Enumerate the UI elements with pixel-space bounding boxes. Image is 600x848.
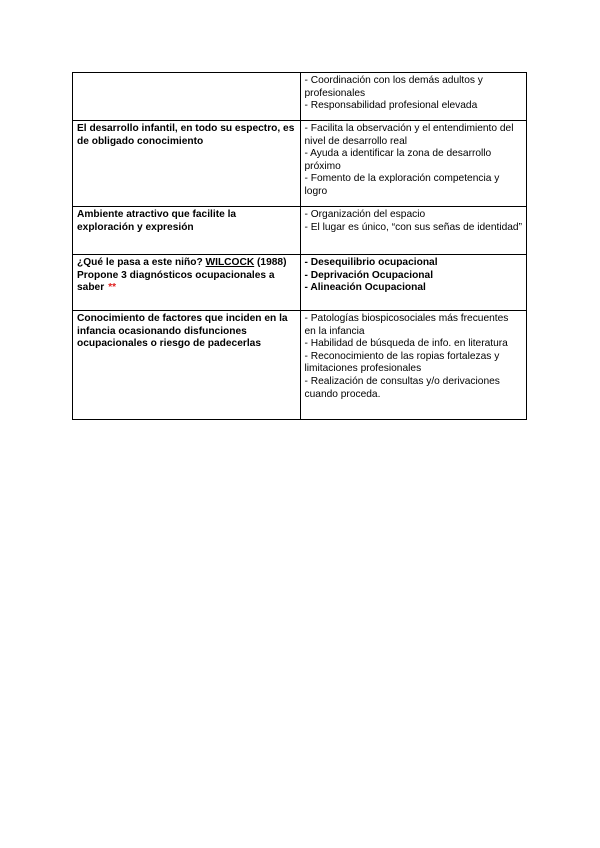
row-topic-cell <box>73 121 301 207</box>
row-topic-cell <box>73 255 301 311</box>
question-text: ¿Qué le pasa a este niño? <box>77 257 206 268</box>
table-row <box>73 121 527 207</box>
table-row <box>73 73 527 121</box>
detail-item: - Facilita la observación y el entendimiento del nivel de desarrollo real <box>304 123 514 147</box>
detail-item: - Fomento de la exploración competencia y logro <box>304 173 500 197</box>
detail-item: - El lugar es único, “con sus señas de identidad” <box>304 221 522 233</box>
row-topic-text: Ambiente atractivo que facilite la exploración y expresión <box>77 209 237 233</box>
detail-item: - Coordinación con los demás adultos y profesionales <box>304 75 483 99</box>
row-details-cell <box>300 255 526 311</box>
table-row <box>73 255 527 311</box>
detail-item: - Responsabilidad profesional elevada <box>304 100 478 112</box>
red-asterisk-marker: ** <box>108 282 116 294</box>
table-row <box>73 311 527 420</box>
competencies-table <box>72 72 527 420</box>
detail-item: - Realización de consultas y/o derivaciones cuando proceda. <box>304 375 500 400</box>
question-continuation: (1988) Propone 3 diagnósticos ocupacionales a saber <box>77 257 287 294</box>
author-citation: WILCOCK <box>205 257 255 268</box>
row-topic-cell <box>73 73 301 121</box>
detail-item: - Organización del espacio <box>304 209 426 220</box>
row-details-cell <box>300 311 526 420</box>
row-topic-cell <box>73 311 301 420</box>
diagnosis-item: - Deprivación Ocupacional <box>304 269 434 281</box>
detail-item: - Reconocimiento de las ropias fortalezas y limitaciones profesionales <box>304 350 500 375</box>
table-row <box>73 207 527 255</box>
detail-item: - Patologías biospicosociales más frecuentes en la infancia <box>304 313 509 337</box>
row-details-cell <box>300 73 526 121</box>
detail-item: - Habilidad de búsqueda de info. en literatura <box>304 338 508 350</box>
diagnosis-item: - Desequilibrio ocupacional <box>304 257 438 268</box>
row-topic-cell <box>73 207 301 255</box>
row-details-cell <box>300 121 526 207</box>
row-details-cell <box>300 207 526 255</box>
row-topic-text: El desarrollo infantil, en todo su espectro, es de obligado conocimiento <box>77 123 295 147</box>
diagnosis-item: - Alineación Ocupacional <box>304 282 426 294</box>
detail-item: - Ayuda a identificar la zona de desarrollo próximo <box>304 148 492 172</box>
row-topic-text: Conocimiento de factores que inciden en la infancia ocasionando disfunciones ocupacionales o riesgo de padecerlas <box>77 313 288 350</box>
